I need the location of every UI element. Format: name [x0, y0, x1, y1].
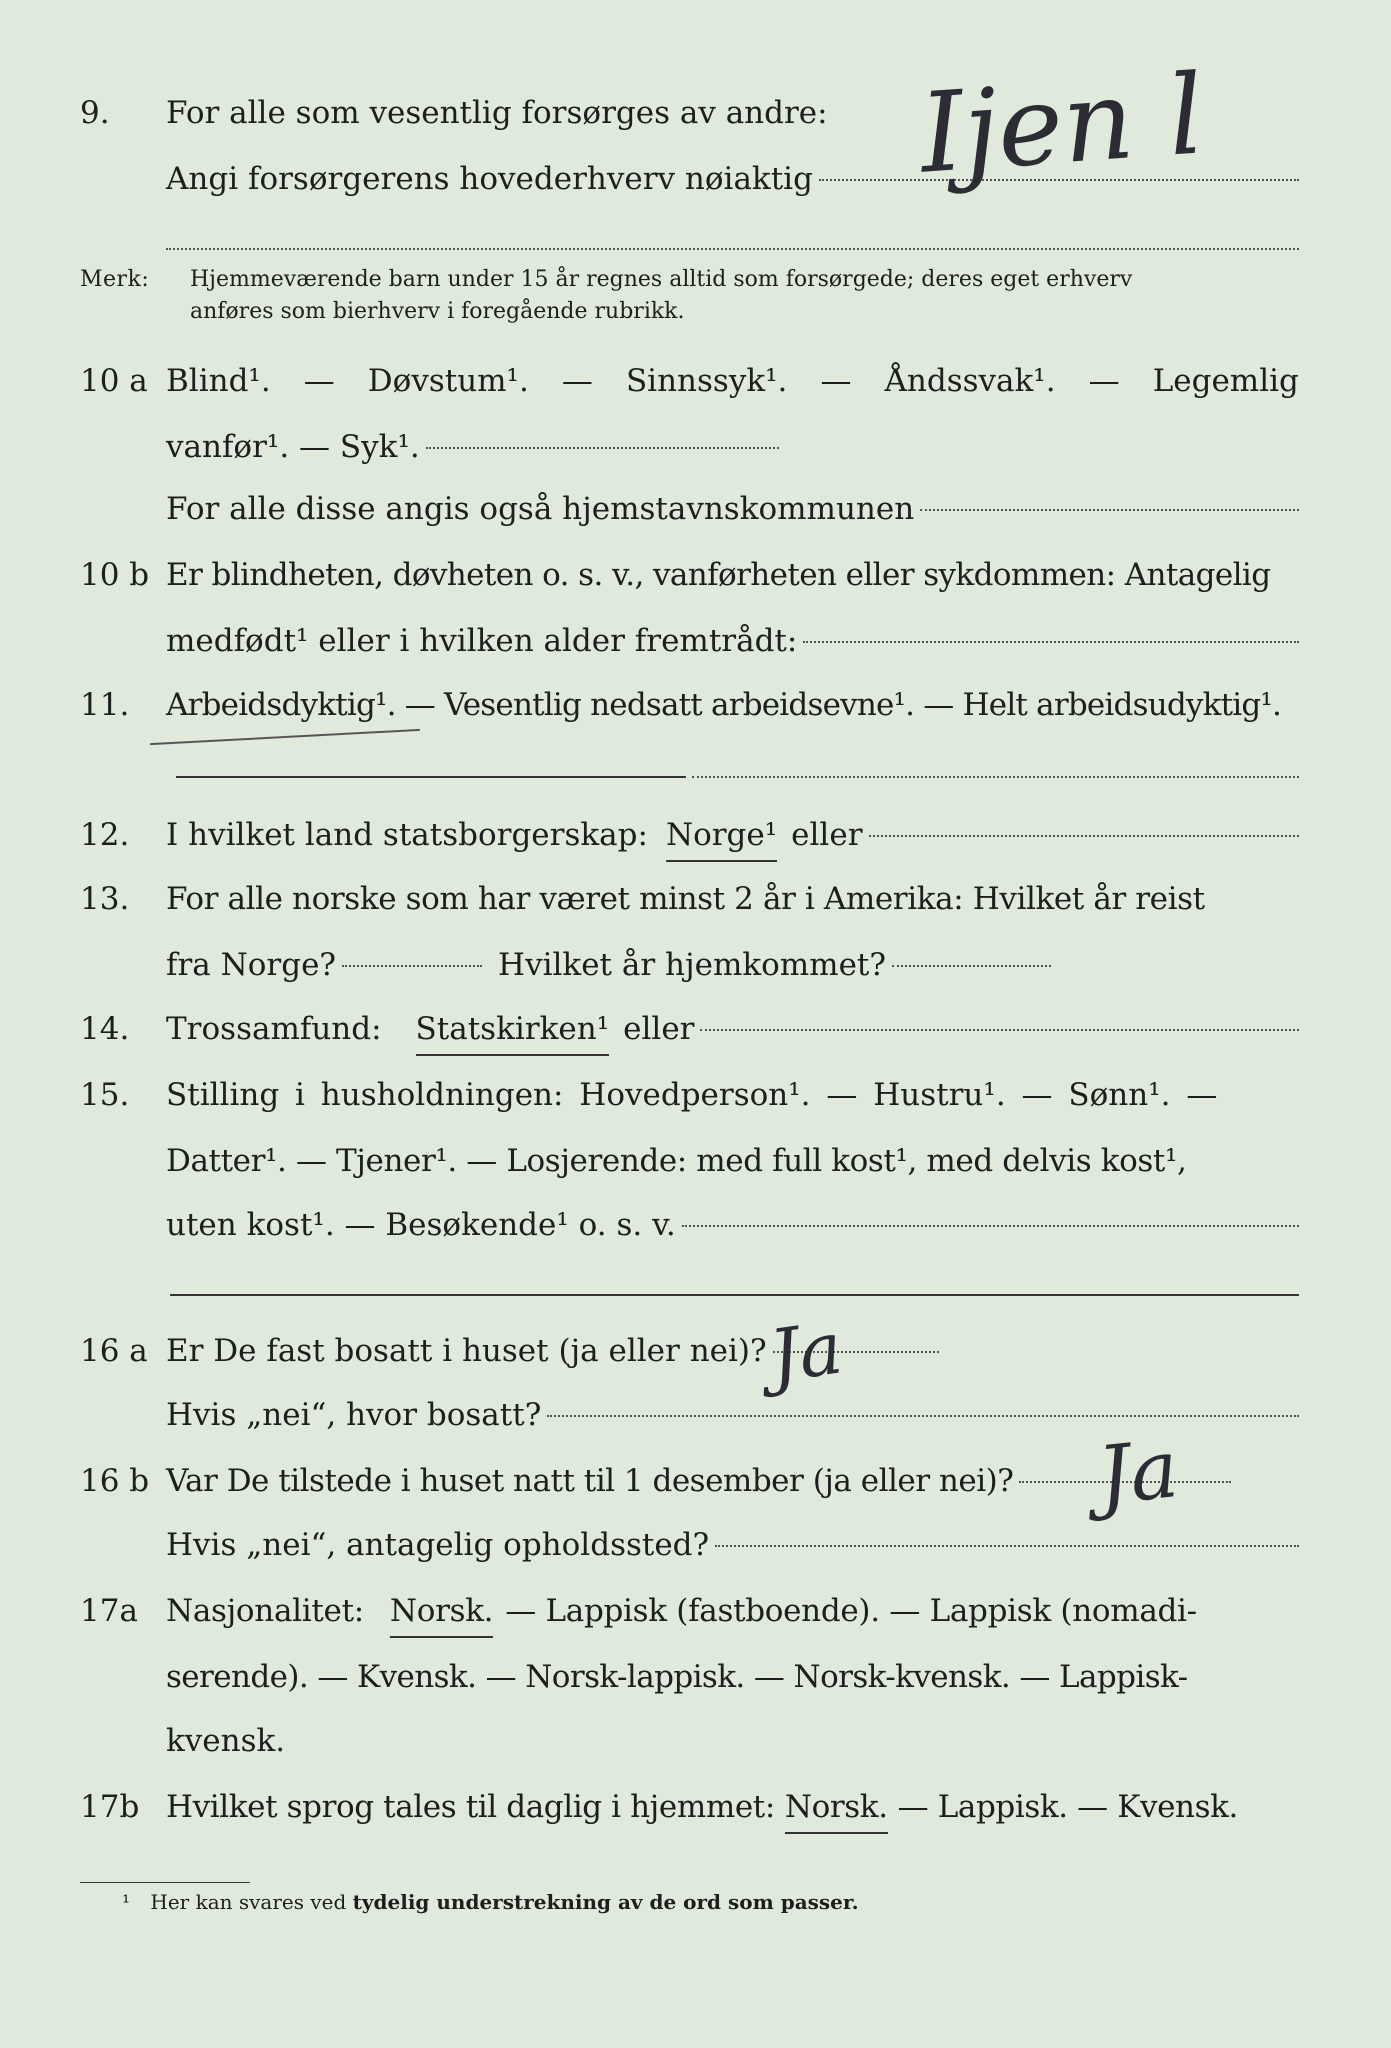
- q16b-row-1: [0, 1456, 1391, 1506]
- footnote-text: Her kan svares ved: [150, 1890, 347, 1914]
- q17b-label: Hvilket sprog tales til daglig i hjemmet:: [166, 1789, 775, 1825]
- q17a-label: Nasjonalitet:: [166, 1593, 364, 1629]
- footnote: [122, 1890, 859, 1914]
- q11-options: Arbeidsdyktig¹. — Vesentlig nedsatt arbeidsevne¹. — Helt arbeidsudyktig¹.: [166, 687, 1282, 723]
- q17a-number: 17a: [80, 1593, 138, 1629]
- q10a-dash: —: [561, 363, 593, 399]
- q14-eller: eller: [623, 1011, 695, 1047]
- q10a-option: Legemlig: [1152, 363, 1299, 399]
- q17a-options-rest: — Lappisk (fastboende). — Lappisk (nomadi-: [505, 1593, 1197, 1629]
- q13-number: 13.: [80, 881, 130, 917]
- q12-question: I hvilket land statsborgerskap:: [166, 817, 648, 853]
- q17b-row: [0, 1782, 1391, 1832]
- q12-number: 12.: [80, 817, 130, 853]
- q14-label: Trossamfund:: [166, 1011, 382, 1047]
- q14-line: [166, 1004, 1299, 1056]
- q16b-question: Var De tilstede i huset natt til 1 desember (ja eller nei)?: [166, 1463, 1014, 1499]
- q10a-hjemstavn-field[interactable]: [920, 509, 1299, 511]
- q15-row-2: [0, 1136, 1391, 1186]
- q16b-number: 16 b: [80, 1463, 150, 1499]
- q10a-option: Døvstum¹.: [367, 363, 529, 399]
- q10a-option: Sinnssyk¹.: [625, 363, 788, 399]
- q12-line: [166, 810, 1299, 862]
- q16a-number: 16 a: [80, 1333, 148, 1369]
- q10a-syk-field[interactable]: [426, 447, 779, 449]
- q16b-opholdssted-field[interactable]: [715, 1545, 1299, 1547]
- q16b-followup: Hvis „nei“, antagelig opholdssted?: [166, 1527, 710, 1563]
- q14-answer-field[interactable]: [700, 1029, 1299, 1031]
- q16b-handwritten-answer: Ja: [1093, 1422, 1183, 1523]
- q16a-row-1: [0, 1326, 1391, 1376]
- q14-selected-statskirken: Statskirken¹: [416, 1004, 610, 1056]
- q10a-dash: —: [303, 363, 335, 399]
- q10a-line-3: For alle disse angis også hjemstavnskommunen: [166, 491, 915, 527]
- q12-answer-field[interactable]: [869, 835, 1299, 837]
- q10a-hjemstavn-line: [166, 484, 1299, 534]
- q10a-row-1: [0, 356, 1391, 406]
- q16a-question: Er De fast bosatt i huset (ja eller nei)?: [166, 1333, 767, 1369]
- q15-line-2: Datter¹. — Tjener¹. — Losjerende: med full kost¹, med delvis kost¹,: [166, 1143, 1187, 1179]
- q15-row-3: [0, 1200, 1391, 1250]
- q16b-opholdssted-line: [166, 1520, 1299, 1570]
- q16b-line: [166, 1456, 1231, 1506]
- q17b-line: [166, 1782, 1299, 1834]
- q15-number: 15.: [80, 1077, 130, 1113]
- q13-row-2: [0, 940, 1391, 990]
- q11-answer-dotted: [692, 776, 1299, 778]
- q13-row-1: [0, 874, 1391, 924]
- q15-answer-line: [166, 1200, 1299, 1250]
- q10b-answer-line: [166, 616, 1299, 666]
- q10a-dash: —: [820, 363, 852, 399]
- q13-reist-label: fra Norge?: [166, 947, 337, 983]
- merk-note: [80, 264, 1299, 334]
- q15-answer-field[interactable]: [682, 1225, 1299, 1227]
- q10b-answer-field[interactable]: [803, 641, 1299, 643]
- merk-label: Merk:: [80, 267, 150, 292]
- q15-row-1: [0, 1070, 1391, 1120]
- q9-question: For alle som vesentlig forsørges av andre:: [166, 95, 828, 131]
- q16b-row-2: [0, 1520, 1391, 1570]
- q10a-row-3: [0, 484, 1391, 534]
- q10a-dash: —: [1088, 363, 1120, 399]
- q9-number: 9.: [80, 95, 110, 131]
- q11-number: 11.: [80, 687, 130, 723]
- merk-line-2: anføres som bierhverv i foregående rubrikk.: [190, 299, 685, 324]
- q10a-line-2: vanfør¹. — Syk¹.: [166, 429, 420, 465]
- merk-line-1: Hjemmeværende barn under 15 år regnes alltid som forsørgede; deres eget erhverv: [190, 267, 1133, 292]
- q16a-handwritten-answer: Ja: [764, 1305, 848, 1399]
- q17a-row-3: [0, 1716, 1391, 1766]
- q10a-options: [166, 356, 1299, 406]
- q13-question: For alle norske som har været minst 2 år i Amerika: Hvilket år reist: [166, 881, 1205, 917]
- q11-answer-rule: [176, 776, 686, 778]
- q10a-row-2: [0, 422, 1391, 472]
- footnote-mark: ¹: [122, 1890, 131, 1914]
- q13-answer-line: [166, 940, 1051, 990]
- q13-reist-field[interactable]: [342, 965, 482, 967]
- q10a-option: Åndssvak¹.: [884, 363, 1056, 399]
- footnote-bold-text: tydelig understrekning av de ord som passer.: [352, 1890, 859, 1914]
- q10a-number: 10 a: [80, 363, 148, 399]
- q17a-row-2: [0, 1652, 1391, 1702]
- q17a-line-1: [166, 1586, 1299, 1638]
- q12-row: [0, 810, 1391, 860]
- q17a-line-3: kvensk.: [166, 1723, 286, 1759]
- q11-row: [0, 680, 1391, 730]
- q16a-bosatt-field[interactable]: [547, 1415, 1299, 1417]
- q17b-options-rest: — Lappisk. — Kvensk.: [897, 1789, 1238, 1825]
- q17b-number: 17b: [80, 1789, 140, 1825]
- q13-hjemkommet-label: Hvilket år hjemkommet?: [498, 947, 887, 983]
- q11-handwritten-underline: [150, 729, 420, 745]
- q13-hjemkommet-field[interactable]: [892, 965, 1051, 967]
- q10b-row-2: [0, 616, 1391, 666]
- q14-number: 14.: [80, 1011, 130, 1047]
- q15-line-3: uten kost¹. — Besøkende¹ o. s. v.: [166, 1207, 676, 1243]
- q16a-row-2: [0, 1390, 1391, 1440]
- footnote-divider: [80, 1882, 250, 1883]
- q15-extra-rule: [170, 1294, 1299, 1296]
- q9-prompt: Angi forsørgerens hovederhverv nøiaktig: [166, 161, 813, 197]
- q17a-line-2: serende). — Kvensk. — Norsk-lappisk. — Norsk-kvensk. — Lappisk-: [166, 1659, 1188, 1695]
- q10a-syk-line: [166, 422, 779, 472]
- q10a-option: Blind¹.: [166, 363, 271, 399]
- q12-eller: eller: [791, 817, 863, 853]
- q17a-row-1: [0, 1586, 1391, 1636]
- q10b-prompt: medfødt¹ eller i hvilken alder fremtrådt:: [166, 623, 798, 659]
- q10b-number: 10 b: [80, 557, 150, 593]
- q12-selected-norge: Norge¹: [666, 810, 777, 862]
- q10b-row-1: [0, 550, 1391, 600]
- q17a-selected-norsk: Norsk.: [390, 1586, 493, 1638]
- q10b-question: Er blindheten, døvheten o. s. v., vanførheten eller sykdommen: Antagelig: [166, 557, 1271, 593]
- q9-extra-dotted-line: [166, 248, 1299, 250]
- q16a-followup: Hvis „nei“, hvor bosatt?: [166, 1397, 542, 1433]
- q17b-selected-norsk: Norsk.: [785, 1782, 888, 1834]
- q9-handwritten-answer: Ijen l: [915, 50, 1208, 198]
- q14-row: [0, 1004, 1391, 1054]
- q15-line-1: Stilling i husholdningen: Hovedperson¹. — Hustru¹. — Sønn¹. —: [166, 1077, 1218, 1113]
